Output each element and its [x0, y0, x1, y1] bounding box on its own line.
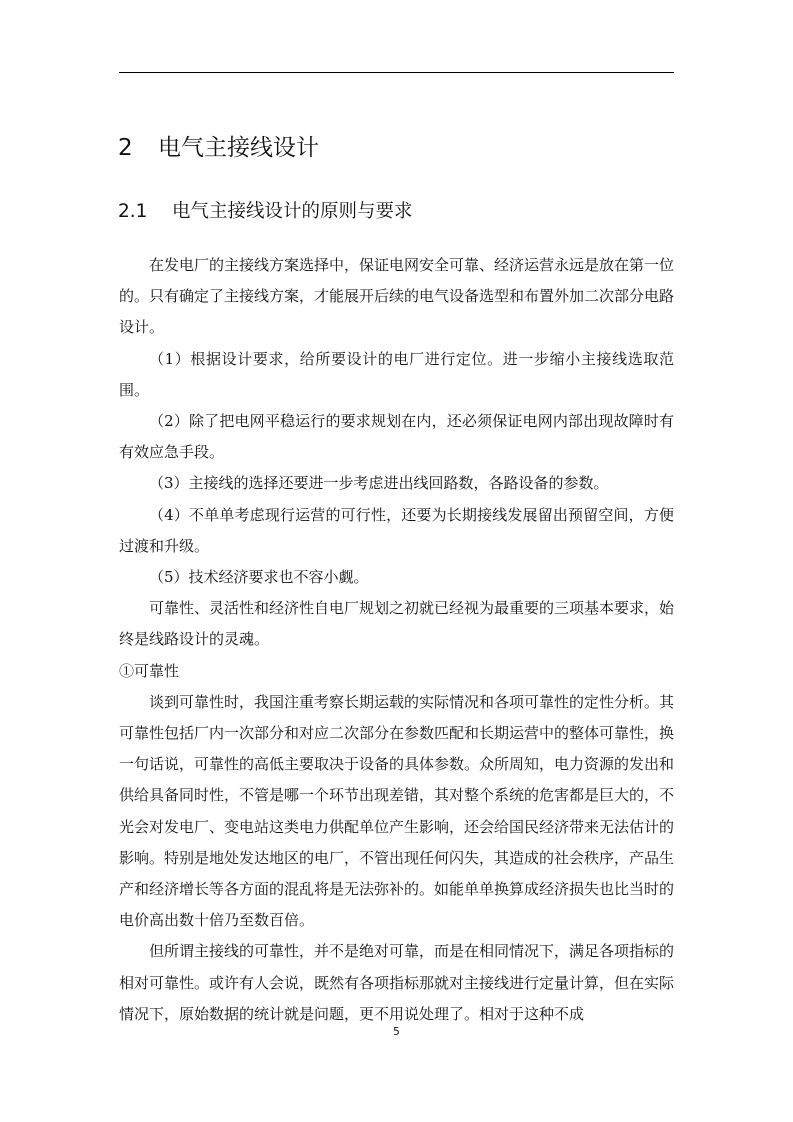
page-number: 5: [393, 1026, 400, 1038]
body-text: [119, 250, 674, 1030]
section-title: 电气主接线设计的原则与要求: [172, 201, 413, 222]
section-heading: [118, 198, 413, 226]
paragraph: （2）除了把电网平稳运行的要求规划在内，还必须保证电网内部出现故障时有有效应急手段。: [119, 412, 674, 462]
paragraph: 可靠性、灵活性和经济性自电厂规划之初就已经视为最重要的三项基本要求，始终是线路设计的灵魂。: [119, 599, 675, 649]
paragraph: 在发电厂的主接线方案选择中，保证电网安全可靠、经济运营永远是放在第一位的。只有确定了主接线方案，才能展开后续的电气设备选型和布置外加二次部分电路设计。: [119, 256, 675, 337]
section-number: 2.1: [118, 201, 148, 222]
paragraph: 谈到可靠性时，我国注重考察长期运载的实际情况和各项可靠性的定性分析。其可靠性包括厂内一次部分和对应二次部分在参数匹配和长期运营中的整体可靠性，换一句话说，可靠性的高低主要取决于设备的具体参数。众所周知，电力资源的发出和供给具备同时性，不管是哪一个环节出现差错，其对整个系统的危害都是巨大的，不光会对发电厂、变电站这类电力供配单位产生影响，还会给国民经济带来无法估计的影响。特别是地处发达地区的电厂，不管出现任何闪失，其造成的社会秩序，产品生产和经济增长等各方面的混乱将是无法弥补的。如能单单换算成经济损失也比当时的电价高出数十倍乃至数百倍。: [119, 692, 675, 930]
chapter-number: 2: [118, 135, 133, 161]
paragraph: ①可靠性: [119, 661, 180, 680]
chapter-title: 电气主接线设计: [158, 135, 319, 161]
header-rule: [119, 72, 674, 73]
paragraph: （4）不单单考虑现行运营的可行性，还要为长期接线发展留出预留空间，方便过渡和升级。: [119, 505, 674, 555]
chapter-heading: [118, 132, 319, 164]
paragraph: （5）技术经济要求也不容小觑。: [149, 568, 369, 587]
paragraph: 但所谓主接线的可靠性，并不是绝对可靠，而是在相同情况下，满足各项指标的相对可靠性。或许有人会说，既然有各项指标那就对主接线进行定量计算，但在实际情况下，原始数据的统计就是问题，更不用说处理了。相对于这种不成: [119, 942, 675, 1023]
paragraph: （3）主接线的选择还要进一步考虑进出线回路数，各路设备的参数。: [149, 474, 609, 493]
paragraph: （1）根据设计要求，给所要设计的电厂进行定位。进一步缩小主接线选取范围。: [119, 349, 674, 399]
